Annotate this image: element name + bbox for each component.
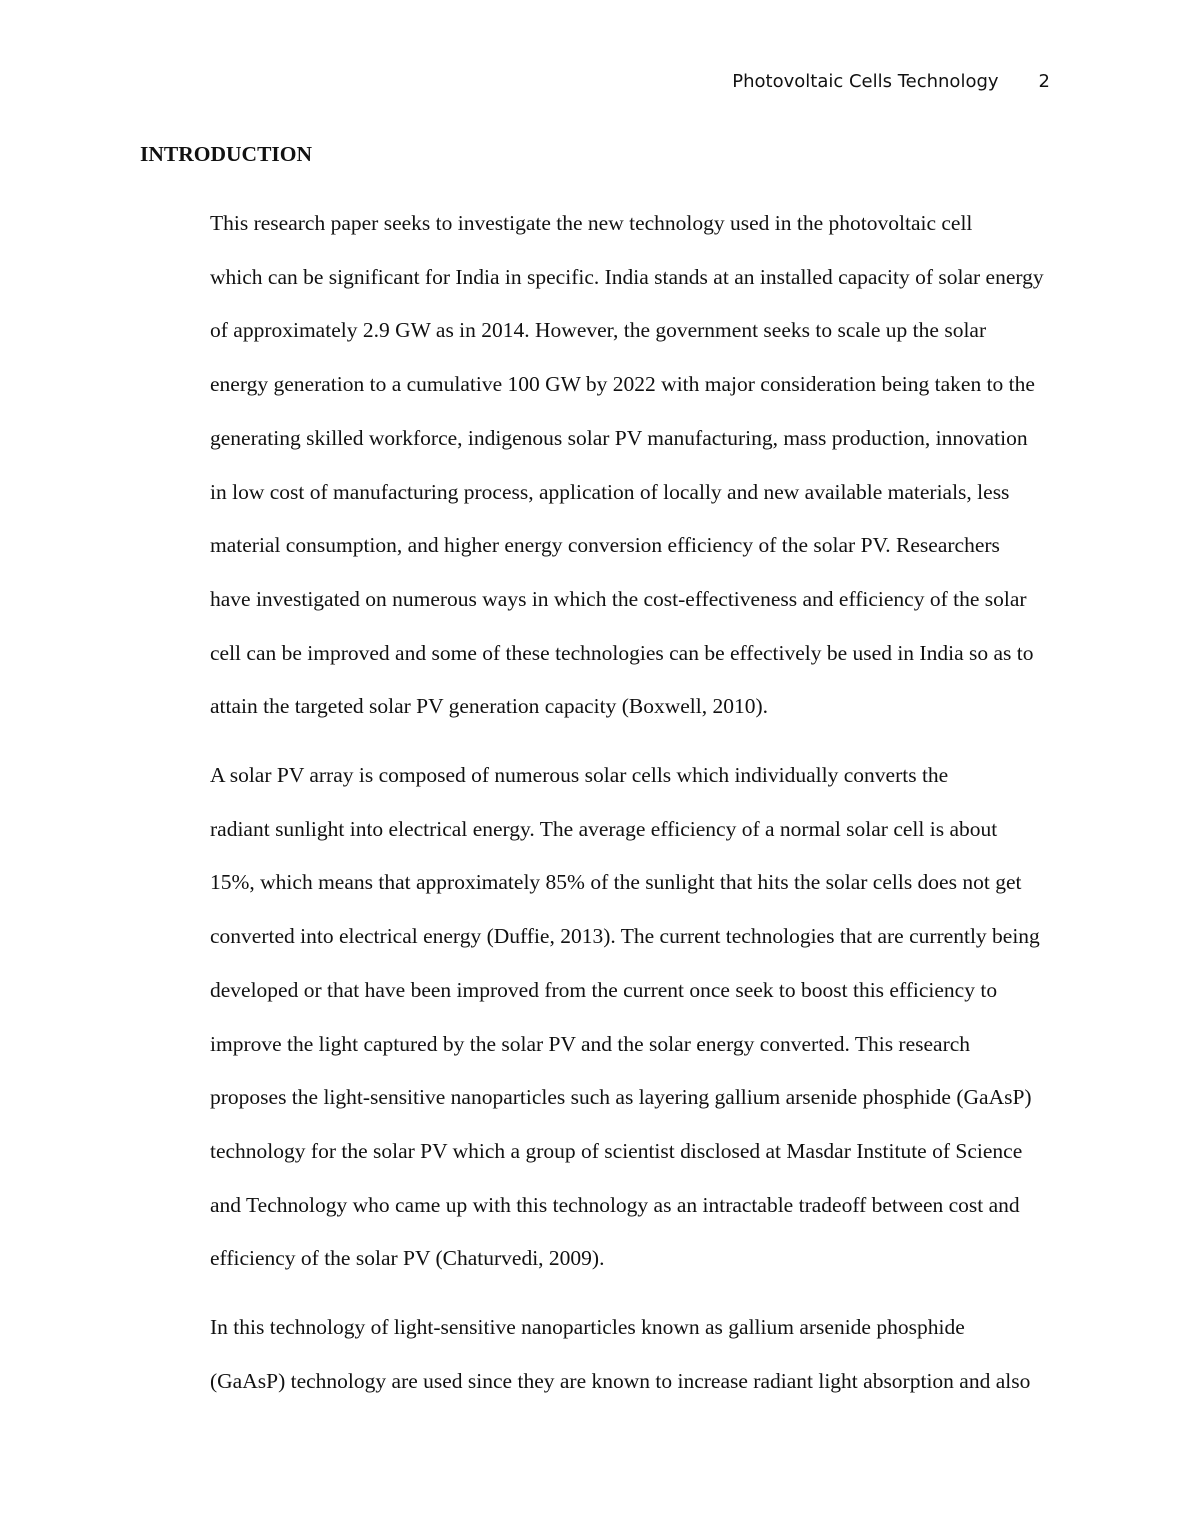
text-line: A solar PV array is composed of numerous solar cells which individually converts the <box>210 763 949 788</box>
document-body <box>140 139 1050 1423</box>
text-line: technology for the solar PV which a group of scientist disclosed at Masdar Institute of Science <box>210 1138 1023 1163</box>
text-line: (GaAsP) technology are used since they are known to increase radiant light absorption and also <box>210 1368 1031 1393</box>
text-line: in low cost of manufacturing process, application of locally and new available materials, less <box>210 479 1010 504</box>
text-line: and Technology who came up with this technology as an intractable tradeoff between cost and <box>210 1192 1020 1217</box>
text-line: have investigated on numerous ways in which the cost-effectiveness and efficiency of the solar <box>210 586 1027 611</box>
text-line: which can be significant for India in specific. India stands at an installed capacity of solar energy <box>210 264 1044 289</box>
paragraph-1 <box>140 197 1050 734</box>
text-line: material consumption, and higher energy conversion efficiency of the solar PV. Researchers <box>210 533 1000 558</box>
text-line: energy generation to a cumulative 100 GW by 2022 with major consideration being taken to the <box>210 372 1035 397</box>
text-line: improve the light captured by the solar PV and the solar energy converted. This research <box>210 1031 971 1056</box>
text-line: attain the targeted solar PV generation capacity (Boxwell, 2010). <box>210 694 769 719</box>
text-line: efficiency of the solar PV (Chaturvedi, 2009). <box>210 1246 605 1271</box>
text-line: proposes the light-sensitive nanoparticles such as layering gallium arsenide phosphide (GaAsP) <box>210 1085 1032 1110</box>
section-heading: INTRODUCTION <box>140 142 313 166</box>
text-line: In this technology of light-sensitive nanoparticles known as gallium arsenide phosphide <box>210 1315 965 1340</box>
page-header <box>732 71 1050 92</box>
text-line: 15%, which means that approximately 85% of the sunlight that hits the solar cells does not get <box>210 870 1022 895</box>
text-line: developed or that have been improved from the current once seek to boost this efficiency to <box>210 977 998 1002</box>
text-line: cell can be improved and some of these technologies can be effectively be used in India so as to <box>210 640 1034 665</box>
paragraph-2 <box>140 749 1050 1286</box>
text-line: This research paper seeks to investigate the new technology used in the photovoltaic cell <box>210 211 973 235</box>
text-line: radiant sunlight into electrical energy. The average efficiency of a normal solar cell is about <box>210 816 998 841</box>
page-number: 2 <box>1038 71 1050 92</box>
text-line: converted into electrical energy (Duffie, 2013). The current technologies that are currently being <box>210 924 1040 949</box>
text-line: of approximately 2.9 GW as in 2014. However, the government seeks to scale up the solar <box>210 318 987 343</box>
running-title: Photovoltaic Cells Technology <box>732 71 999 92</box>
paragraph-3 <box>140 1301 1050 1408</box>
text-line: generating skilled workforce, indigenous solar PV manufacturing, mass production, innovation <box>210 425 1028 450</box>
